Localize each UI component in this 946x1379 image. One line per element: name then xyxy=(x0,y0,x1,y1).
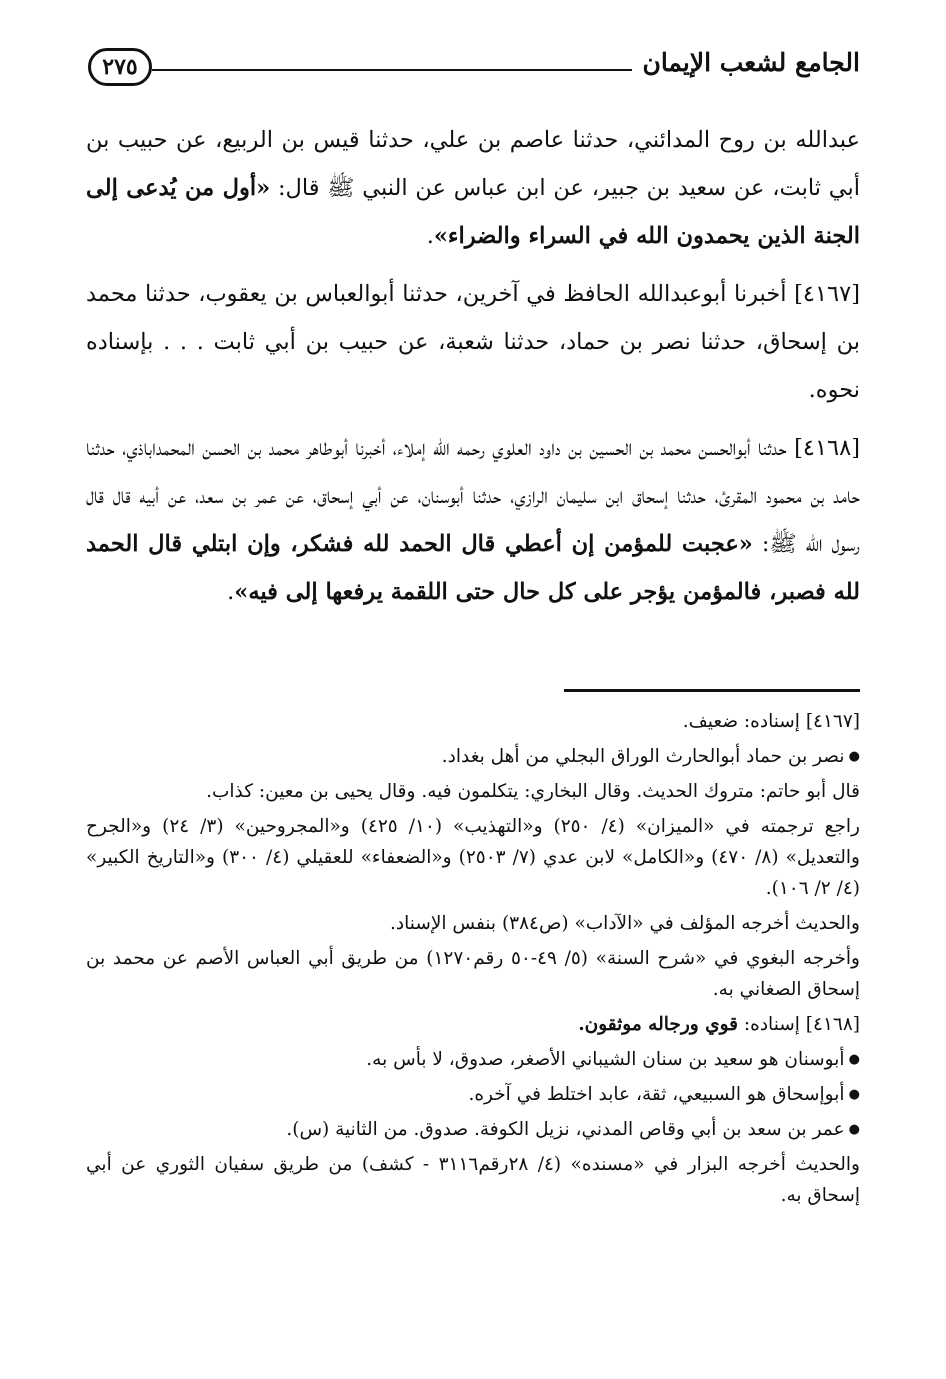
footnote-line: والحديث أخرجه البزار في «مسنده» (٤/ ٢٨رقم٣١١٦ - كشف) من طريق سفيان الثوري عن أبي إسحاق به. xyxy=(86,1154,860,1206)
footnote-line: وأخرجه البغوي في «شرح السنة» (٥/ ٤٩-٥٠ رقم١٢٧٠) من طريق أبي العباس الأصم عن محمد بن إسحاق الصغاني به. xyxy=(86,948,860,1000)
footnote-bullet: ● نصر بن حماد أبوالحارث الوراق البجلي من أهل بغداد. xyxy=(86,741,860,772)
page-header xyxy=(88,38,860,98)
footnote-line: قال أبو حاتم: متروك الحديث. وقال البخاري: يتكلمون فيه. وقال يحيى بن معين: كذاب. xyxy=(206,781,860,802)
footnote-bullet: ● عمر بن سعد بن أبي وقاص المدني، نزيل الكوفة. صدوق. من الثانية (س). xyxy=(86,1114,860,1145)
isnad-text: [٤١٦٧] أخبرنا أبوعبدالله الحافظ في آخرين، حدثنا أبوالعباس بن يعقوب، حدثنا محمد بن إسحاق، حدثنا نصر بن حماد، حدثنا شعبة، عن حبيب بن أبي ثابت . . . بإسناده نحوه. xyxy=(86,281,860,403)
isnad-text: عبدالله بن روح المدائني، حدثنا عاصم بن علي، حدثنا قيس بن الربيع، عن حبيب بن أبي ثابت، عن سعيد بن جبير، عن ابن عباس عن النبي ﷺ قال: xyxy=(86,127,860,201)
isnad-text: [٤١٦٨] حدثنا أبوالحسن محمد بن الحسين بن داود العلوي رحمه الله إملاء، أخبرنا أبوطاهر محمد بن الحسن المحمداباذي، حدثنا حامد بن محمود المقرئ، حدثنا إسحاق ابن سليمان الرازي، حدثنا أبوسنان، عن أبي إسحاق، عن عمر بن سعد، عن أبيه قال قال رسول الله ﷺ: xyxy=(86,435,860,557)
hadith-text: «أول من يُدعى إلى الجنة الذين يحمدون الله في السراء والضراء» xyxy=(86,175,860,249)
paragraph-continuation: عبدالله بن روح المدائني، حدثنا عاصم بن علي، حدثنا قيس بن الربيع، عن حبيب بن أبي ثابت، عن سعيد بن جبير، عن ابن عباس عن النبي ﷺ قال: «أول من يُدعى إلى الجنة الذين يحمدون الله في السراء والضراء». xyxy=(86,127,860,249)
page-number: ٢٧٥ xyxy=(88,48,152,86)
hadith-text: «عجبت للمؤمن إن أعطي قال الحمد لله فشكر، وإن ابتلي قال الحمد لله فصبر، فالمؤمن يؤجر على كل حال حتى اللقمة يرفعها إلى فيه» xyxy=(86,531,860,605)
footnote-line: والحديث أخرجه المؤلف في «الآداب» (ص٣٨٤) بنفس الإسناد. xyxy=(389,913,860,934)
paragraph-4168: [٤١٦٨] حدثنا أبوالحسن محمد بن الحسين بن داود العلوي رحمه الله إملاء، أخبرنا أبوطاهر محمد بن الحسن المحمداباذي، حدثنا حامد بن محمود المقرئ، حدثنا إسحاق ابن سليمان الرازي، حدثنا أبوسنان، عن أبي إسحاق، عن عمر بن سعد، عن أبيه قال قال رسول الله ﷺ: «عجبت للمؤمن إن أعطي قال الحمد لله فشكر، وإن ابتلي قال الحمد لله فصبر، فالمؤمن يؤجر على كل حال حتى اللقمة يرفعها إلى فيه». xyxy=(86,435,860,605)
grade-text: قوي ورجاله موثقون. xyxy=(578,1014,739,1035)
header-rule xyxy=(152,69,632,71)
footnote-line: راجع ترجمته في «الميزان» (٤/ ٢٥٠) و«التهذيب» (١٠/ ٤٢٥) و«المجروحين» (٣/ ٢٤) و«الجرح والتعديل» (٨/ ٤٧٠) و«الكامل» لابن عدي (٧/ ٢٥٠٣) و«الضعفاء» للعقيلي (٤/ ٣٠٠) و«التاريخ الكبير» (٤/ ٢/ ١٠٦). xyxy=(86,816,860,899)
running-title: الجامع لشعب الإيمان xyxy=(642,48,860,77)
paragraph-4167 xyxy=(86,270,860,414)
footnote-bullet: ● أبوإسحاق هو السبيعي، ثقة، عابد اختلط في آخره. xyxy=(86,1079,860,1110)
footnote-bullet: ● أبوسنان هو سعيد بن سنان الشيباني الأصغر، صدوق، لا بأس به. xyxy=(86,1044,860,1075)
footnote-heading-4167: [٤١٦٧] إسناده: ضعيف. xyxy=(682,711,860,732)
footnote-separator xyxy=(564,689,860,692)
footnote-heading-4168: [٤١٦٨] إسناده: قوي ورجاله موثقون. xyxy=(578,1014,860,1035)
main-text xyxy=(86,116,860,626)
footnotes xyxy=(86,706,860,1215)
